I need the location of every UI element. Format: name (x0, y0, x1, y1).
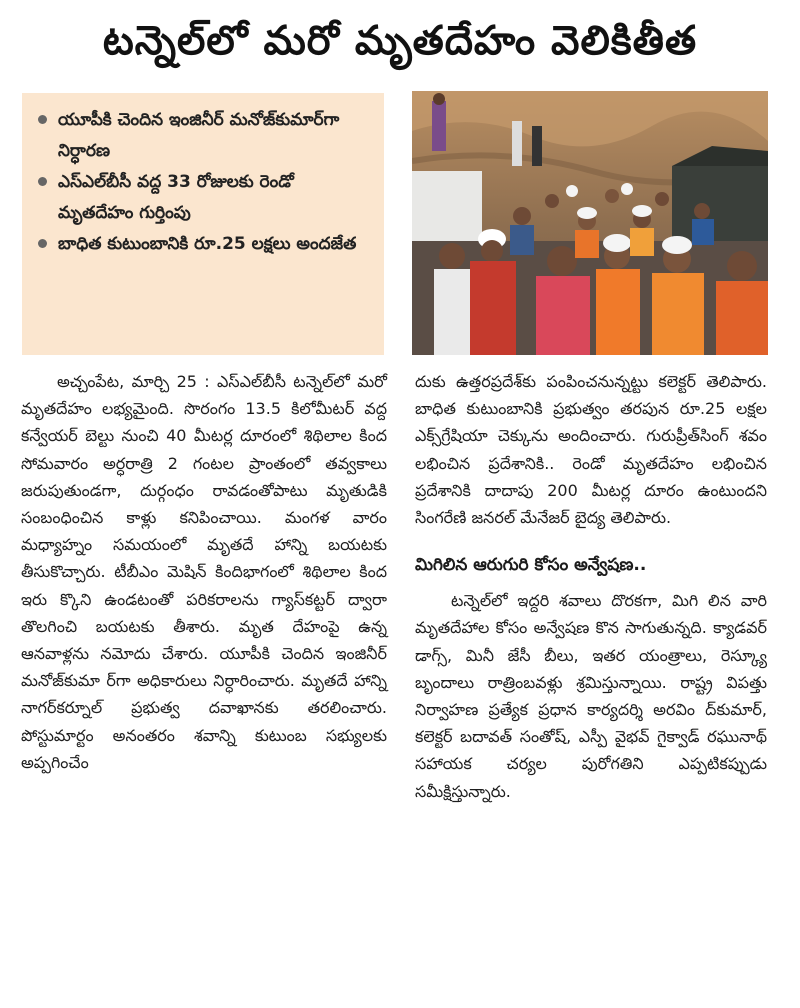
article-paragraph: టన్నెల్‌లో ఇద్దరి శవాలు దొరకగా, మిగి లిన వారి మృతదేహాల కోసం అన్వేషణ కొన సాగుతున్నది. క్యాడవర్ డాగ్స్, మినీ జేసీ బీలు, ఇతర యంత్రాలు, రెస్క్యూ బృందాలు రాత్రింబవళ్లు శ్రమిస్తున్నాయి. రాష్ట్ర విపత్తు నిర్వాహణ ప్రత్యేక ప్రధాన కార్యదర్శి అరవిం ద్‌కుమార్, కలెక్టర్ బదావత్ సంతోష్, ఎస్పీ వైభవ్ గైక్వాడ్ రఘునాథ్ సహాయక చర్యల పురోగతిని ఎప్పటికప్పుడు సమీక్షిస్తున్నారు. (415, 591, 767, 801)
article-column-right (415, 368, 767, 805)
highlight-text: ఎస్‌ఎల్‌బీసీ వద్ద 33 రోజులకు రెండో మృతదేహం గుర్తింపు (58, 172, 294, 223)
highlight-item (36, 167, 372, 229)
bullet-icon (38, 115, 47, 124)
subheading: మిగిలిన ఆరుగురి కోసం అన్వేషణ.. (415, 555, 647, 576)
bullet-icon (38, 239, 47, 248)
article-column-left (21, 368, 387, 776)
highlight-text: బాధిత కుటుంబానికి రూ.25 లక్షలు అందజేత (58, 234, 357, 254)
highlights-box (22, 93, 384, 355)
highlights-list (22, 93, 384, 260)
highlight-item (36, 229, 372, 260)
bullet-icon (38, 177, 47, 186)
highlight-text: యూపీకి చెందిన ఇంజినీర్ మనోజ్‌కుమార్‌గా నిర్ధారణ (58, 110, 340, 161)
rescue-crowd-image (412, 91, 768, 355)
highlight-item (36, 105, 372, 167)
news-photo (412, 91, 768, 355)
article-paragraph: దుకు ఉత్తరప్రదేశ్‌కు పంపించనున్నట్టు కలెక్టర్ తెలిపారు. బాధిత కుటుంబానికి ప్రభుత్వం తరపున రూ.25 లక్షల ఎక్స్‌గ్రేషియా చెక్కును అందించారు. గురుప్రీత్‌సింగ్ శవం లభించిన ప్రదేశానికి.. రెండో మృతదేహం లభించిన ప్రదేశానికి దాదాపు 200 మీటర్ల దూరం ఉంటుందని సింగరేణి జనరల్ మేనేజర్ బైద్య తెలిపారు. (415, 372, 767, 528)
article-paragraph: అచ్చంపేట, మార్చి 25 : ఎస్‌ఎల్‌బీసీ టన్నెల్‌లో మరో మృతదేహం లభ్యమైంది. సొరంగం 13.5 కిలోమీటర్ వద్ద కన్వేయర్ బెల్టు నుంచి 40 మీటర్ల దూరంలో శిథిలాల కింద సోమవారం అర్ధరాత్రి 2 గంటల ప్రాంతంలో తవ్వకాలు జరుపుతుండగా, దుర్గంధం రావడంతోపాటు మృతుడికి సంబంధించిన కాళ్లు కనిపించాయి. మంగళ వారం మధ్యాహ్నం సమయంలో మృతదే హాన్ని బయటకు తీసుకొచ్చారు. టీబీఎం మెషిన్ కిందిభాగంలో శిథిలాల కింద ఇరు క్కొని ఉండటంతో పరికరాలను గ్యాస్‌కట్టర్ ద్వారా తొలగించి బయటకు తీశారు. మృత దేహంపై ఉన్న ఆనవాళ్లను నమోదు చేశారు. యూపీకి చెందిన ఇంజినీర్ మనోజ్‌కుమా ర్‌గా అధికారులు నిర్ధారించారు. మృతదే హాన్ని నాగర్‌కర్నూల్ ప్రభుత్వ దవాఖానకు తరలించారు. పోస్టుమార్టం అనంతరం శవాన్ని కుటుంబ సభ్యులకు అప్పగించేం (21, 372, 387, 772)
headline: టన్నెల్‌లో మరో మృతదేహం వెలికితీత (102, 18, 698, 64)
